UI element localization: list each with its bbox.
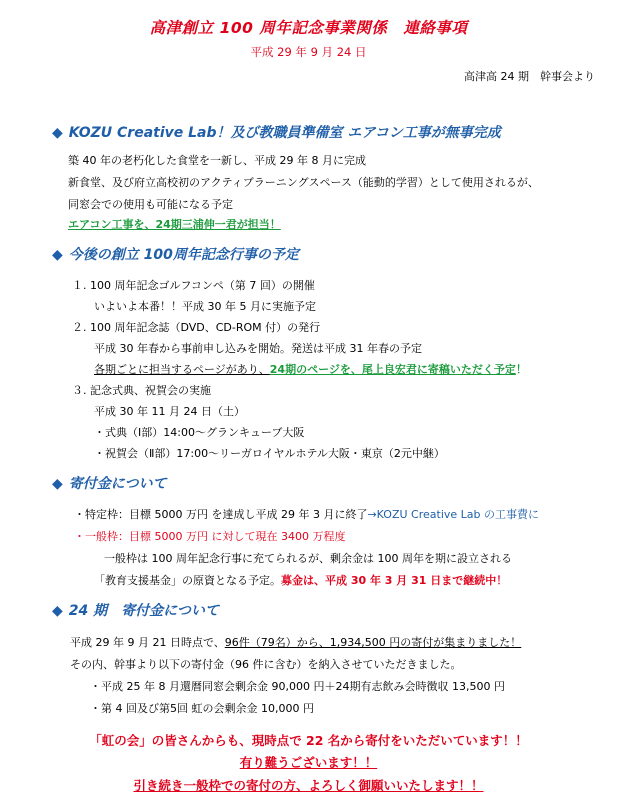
- section1-heading: [52, 122, 501, 142]
- donation-special-text: ・特定枠：目標 5000 万円 を達成し平成 29 年 3 月に終了: [74, 508, 368, 521]
- section4-heading: [52, 600, 219, 620]
- event2-note: [94, 361, 527, 377]
- section1-line3: 同窓会での使用も可能になる予定: [68, 198, 233, 211]
- cohort-total: [70, 634, 521, 650]
- event2-note-c: ！: [515, 363, 527, 376]
- donation-deadline: 募金は、平成 30 年 3 月 31 日まで継続中！: [281, 574, 508, 587]
- event2-title: ２. 100 周年記念誌（DVD、CD-ROM 付）の発行: [72, 321, 321, 334]
- section3-heading-text: 寄付金について: [68, 476, 167, 492]
- footer-line2: 有り難うございます！！: [239, 755, 378, 770]
- donation-general: ・一般枠：目標 5000 万円 に対して現在 3400 万程度: [74, 530, 346, 543]
- cohort-total-date: 平成 29 年 9 月 21 日時点で、: [70, 636, 225, 649]
- contribution-item-1: ・平成 25 年 8 月還暦同窓会剰余金 90,000 円＋24期有志飲み会時徴収 13,500 円: [90, 680, 505, 693]
- section2-heading: [52, 244, 299, 264]
- event3-title: ３. 記念式典、祝賀会の実施: [72, 384, 211, 397]
- document-date: 平成 29 年 9 月 24 日: [250, 45, 367, 59]
- section1-highlight: エアコン工事を、24期三浦伸一君が担当！: [68, 218, 281, 231]
- event1-detail: いよいよ本番！！平成 30 年 5 月に実施予定: [94, 300, 316, 313]
- diamond-bullet-icon: ◆: [52, 603, 63, 619]
- event3-date: 平成 30 年 11 月 24 日（土）: [94, 405, 245, 418]
- section3-heading: [52, 473, 167, 493]
- cohort-contribution-intro: その内、幹事より以下の寄付金（96 件に含む）を納入させていただきました。: [70, 658, 462, 671]
- event2-note-b: 24期のページを、尾上良宏君に寄稿いただく予定: [269, 363, 516, 376]
- section1-line1: 築 40 年の老朽化した食堂を一新し、平成 29 年 8 月に完成: [68, 154, 366, 167]
- event3-ceremony: ・式典（Ⅰ部）14:00～グランキューブ大阪: [94, 426, 305, 439]
- donation-special-note: →KOZU Creative Lab の工事費に: [367, 508, 539, 521]
- donation-desc1: 一般枠は 100 周年記念行事に充てられるが、剰余金は 100 周年を期に設立される: [104, 552, 512, 565]
- donation-desc2-text: 「教育支援基金」の原資となる予定。: [94, 574, 281, 587]
- event1-title: １. 100 周年記念ゴルフコンペ（第 7 回）の開催: [72, 279, 315, 292]
- event2-detail: 平成 30 年春から事前申し込みを開始。発送は平成 31 年春の予定: [94, 342, 422, 355]
- event2-note-a: 各期ごとに担当するページがあり、: [94, 363, 270, 376]
- diamond-bullet-icon: ◆: [52, 476, 63, 492]
- section1-line2: 新食堂、及び府立高校初のアクティブラーニングスペース（能動的学習）として使用されるが、: [68, 176, 539, 189]
- donation-special: [74, 506, 539, 522]
- section1-heading-text: KOZU Creative Lab！及び教職員準備室 エアコン工事が無事完成: [68, 125, 501, 141]
- section2-heading-text: 今後の創立 100周年記念行事の予定: [68, 247, 299, 263]
- contribution-item-2: ・第 4 回及び第5回 虹の会剰余金 10,000 円: [90, 702, 314, 715]
- donation-desc2: [94, 572, 507, 588]
- cohort-total-amount: 96件（79名）から、1,934,500 円の寄付が集まりました！: [224, 636, 522, 649]
- sender-line: 高津高 24 期 幹事会より: [464, 70, 595, 83]
- footer-line3: 引き続き一般枠での寄付の方、よろしく御願いいたします！！: [133, 778, 484, 793]
- footer-line1: 「虹の会」の皆さんからも、現時点で 22 名から寄付をいただいています！！: [89, 733, 528, 748]
- diamond-bullet-icon: ◆: [52, 125, 63, 141]
- diamond-bullet-icon: ◆: [52, 247, 63, 263]
- event3-party: ・祝賀会（Ⅱ部）17:00～リーガロイヤルホテル大阪・東京（2元中継）: [94, 447, 445, 460]
- page-title: 高津創立 100 周年記念事業関係 連絡事項: [149, 19, 468, 37]
- section4-heading-text: 24 期 寄付金について: [68, 603, 219, 619]
